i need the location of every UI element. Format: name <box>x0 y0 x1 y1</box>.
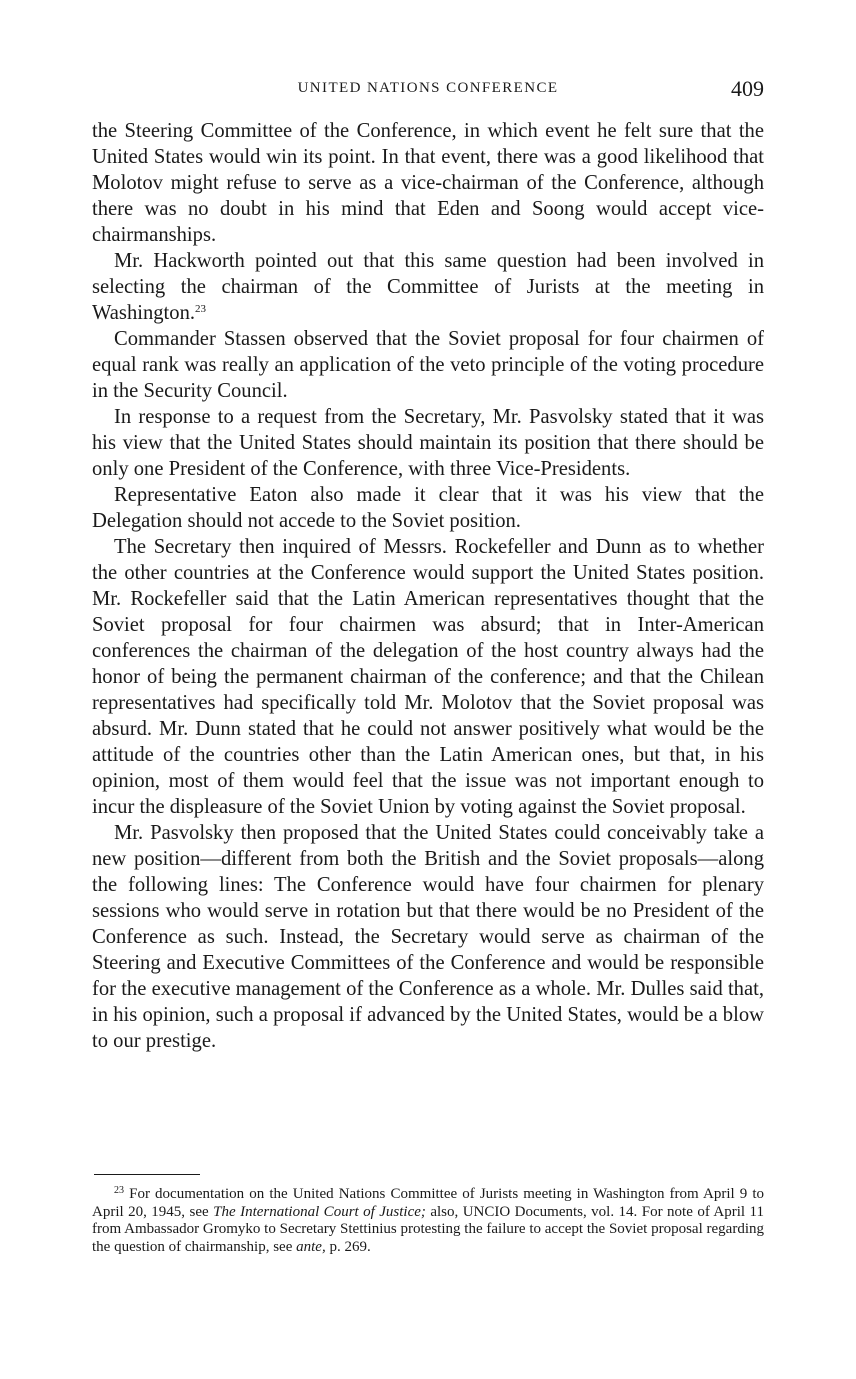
paragraph-text: In response to a request from the Secretary, Mr. Pasvolsky stated that it was his view that the United States should maintain its position that there should be only one President of the Conference, with three Vice-Presidents. <box>92 406 764 480</box>
running-header <box>92 76 764 104</box>
footnote-text: p. 269. <box>325 1238 371 1255</box>
running-title: UNITED NATIONS CONFERENCE <box>297 80 559 96</box>
paragraph-text: Mr. Hackworth pointed out that this same question had been involved in selecting the chairman of the Committee of Jurists at the meeting in Washington. <box>92 250 764 324</box>
body-text <box>92 118 764 1054</box>
footnote-text: also, UNCIO Documents, vol. 14. For note of April 11 from Ambassador Gromyko to Secretary Stettinius protesting the failure to accept the Soviet proposal regarding the question of chairmanship, see <box>92 1203 764 1255</box>
footnote-marker: 23 <box>114 1185 124 1196</box>
paragraph-text: The Secretary then inquired of Messrs. Rockefeller and Dunn as to whether the other countries at the Conference would support the United States position. Mr. Rockefeller said that the Latin American representatives thought that the Soviet proposal for four chairmen was absurd; that in Inter-American conferences the chairman of the delegation of the host country always had the honor of being the permanent chairman of the conference; and that the Chilean representatives had specifically told Mr. Molotov that the Soviet proposal was absurd. Mr. Dunn stated that he could not answer positively what would be the attitude of the countries other than the Latin American ones, but that, in his opinion, most of them would feel that the issue was not important enough to incur the displeasure of the Soviet Union by voting against the Soviet proposal. <box>92 536 764 818</box>
footnotes <box>92 1186 764 1256</box>
paragraph-text: Commander Stassen observed that the Soviet proposal for four chairmen of equal rank was really an application of the veto principle of the voting procedure in the Security Council. <box>92 328 764 402</box>
paragraph <box>92 820 764 1054</box>
footnote-reference[interactable]: 23 <box>195 303 207 315</box>
footnote <box>92 1186 764 1256</box>
paragraph-text: Representative Eaton also made it clear that it was his view that the Delegation should not accede to the Soviet position. <box>92 484 764 532</box>
paragraph <box>92 248 764 326</box>
paragraph <box>92 326 764 404</box>
footnote-ante: ante, <box>296 1238 326 1255</box>
footnote-title: The International Court of Justice; <box>213 1203 426 1220</box>
paragraph <box>92 118 764 248</box>
paragraph <box>92 482 764 534</box>
footnote-text: For documentation on the United Nations Committee of Jurists meeting in Washington from April 9 to April 20, 1945, see <box>92 1186 765 1220</box>
paragraph-text: the Steering Committee of the Conference, in which event he felt sure that the United States would win its point. In that event, there was a good likelihood that Molotov might refuse to serve as a vice-chairman of the Conference, although there was no doubt in his mind that Eden and Soong would accept vice-chairmanships. <box>92 120 764 246</box>
paragraph <box>92 404 764 482</box>
paragraph-text: Mr. Pasvolsky then proposed that the United States could conceivably take a new position—different from both the British and the Soviet proposals—along the following lines: The Conference would have four chairmen for plenary sessions who would serve in rotation but that there would be no President of the Conference as such. Instead, the Secretary would serve as chairman of the Steering and Executive Committees of the Conference and would be responsible for the executive management of the Conference as a whole. Mr. Dulles said that, in his opinion, such a proposal if advanced by the United States, would be a blow to our prestige. <box>92 822 764 1052</box>
paragraph <box>92 534 764 820</box>
footnote-divider <box>94 1174 200 1175</box>
page-number: 409 <box>731 76 764 101</box>
